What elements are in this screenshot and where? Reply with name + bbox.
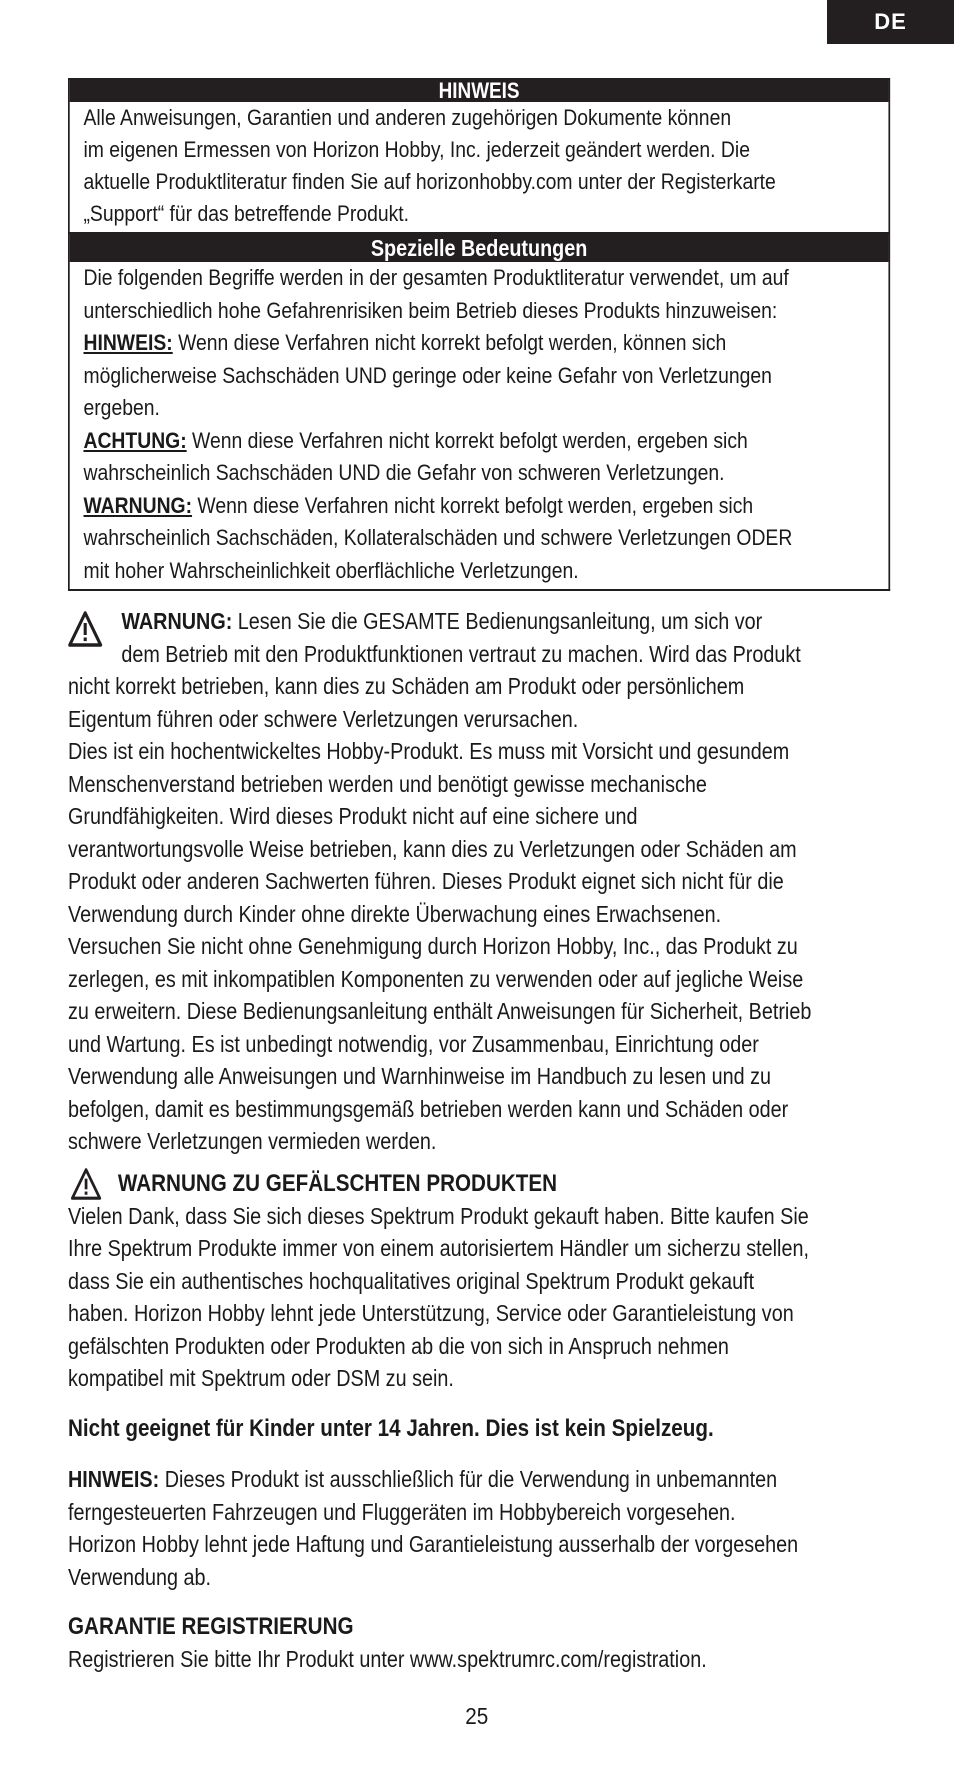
paragraph-line: verantwortungsvolle Weise betrieben, kann dies zu Verletzungen oder Schäden am [68, 835, 797, 862]
warning-line: Lesen Sie die GESAMTE Bedienungsanleitung, um sich vor [232, 608, 763, 634]
paragraph-line: zerlegen, es mit inkompatiblen Komponenten zu verwenden oder auf jegliche Weise [68, 965, 804, 992]
hinweis-term-line: möglicherweise Sachschäden UND geringe oder keine Gefahr von Verletzungen [83, 362, 772, 388]
paragraph-line: zu erweitern. Diese Bedienungsanleitung enthält Anweisungen für Sicherheit, Betrieb [68, 998, 812, 1024]
warnung-term-line: Wenn diese Verfahren nicht korrekt befolgt werden, ergeben sich [192, 492, 754, 518]
hinweis-line: Alle Anweisungen, Garantien und anderen zugehörigen Dokumente können [83, 105, 732, 130]
paragraph-line: Menschenverstand betrieben werden und benötigt gewisse mechanische [68, 770, 707, 797]
registration-heading: GARANTIE REGISTRIERUNG [68, 1613, 354, 1640]
paragraph-line: Vielen Dank, dass Sie sich dieses Spektrum Produkt gekauft haben. Bitte kaufen Sie [68, 1202, 809, 1229]
paragraph-line: Produkt oder anderen Sachwerten führen. Dieses Produkt eignet sich nicht für die [68, 868, 784, 894]
warning-triangle-icon [68, 611, 102, 647]
paragraph-line: befolgen, damit es bestimmungsgemäß betrieben werden kann und Schäden oder [68, 1095, 789, 1122]
warnung-term-label: WARNUNG: [83, 492, 193, 518]
hinweis-term-line: ergeben. [83, 395, 160, 420]
hinweis-line: aktuelle Produktliteratur finden Sie auf horizonhobby.com unter der Registerkarte [83, 169, 776, 194]
paragraph-line: kompatibel mit Spektrum oder DSM zu sein. [68, 1365, 454, 1391]
warnung-term-line: mit hoher Wahrscheinlichkeit oberflächliche Verletzungen. [83, 557, 579, 583]
usage-notice-label: HINWEIS: [68, 1466, 160, 1492]
paragraph-line: haben. Horizon Hobby lehnt jede Unterstützung, Service oder Garantieleistung von [68, 1300, 794, 1326]
warning-label: WARNUNG: [121, 608, 233, 634]
paragraph-line: Dies ist ein hochentwickeltes Hobby-Produkt. Es muss mit Vorsicht und gesundem [68, 738, 790, 764]
paragraph-line: Ihre Spektrum Produkte immer von einem autorisiertem Händler um sicherzu stellen, [68, 1235, 809, 1261]
language-code: DE [874, 9, 907, 34]
age-notice: Nicht geeignet für Kinder unter 14 Jahren. Dies ist kein Spielzeug. [68, 1414, 714, 1442]
page-content [68, 78, 890, 1676]
page-number [0, 1703, 954, 1730]
meanings-intro-line: unterschiedlich hohe Gefahrenrisiken beim Betrieb dieses Produkts hinzuweisen: [83, 297, 778, 323]
hinweis-line: „Support“ für das betreffende Produkt. [83, 201, 410, 226]
paragraph-line: dass Sie ein authentisches hochqualitatives original Spektrum Produkt gekauft [68, 1267, 755, 1294]
language-tab [827, 0, 954, 44]
usage-notice [68, 1463, 890, 1593]
hinweis-term-line: Wenn diese Verfahren nicht korrekt befolgt werden, können sich [172, 330, 727, 355]
paragraph-line: schwere Verletzungen vermieden werden. [68, 1128, 437, 1154]
achtung-term-line: wahrscheinlich Sachschäden UND die Gefahr von schweren Verletzungen. [83, 460, 725, 485]
hinweis-term-label: HINWEIS: [83, 330, 173, 355]
achtung-term-line: Wenn diese Verfahren nicht korrekt befolgt werden, ergeben sich [186, 427, 748, 453]
achtung-term-label: ACHTUNG: [83, 427, 187, 453]
paragraph-line: gefälschten Produkten oder Produkten ab die von sich in Anspruch nehmen [68, 1332, 729, 1359]
hinweis-box [68, 78, 890, 234]
hobby-product-paragraph [68, 735, 890, 1158]
counterfeit-heading [68, 1168, 890, 1200]
page-number-text: 25 [465, 1703, 489, 1729]
warning-line: dem Betrieb mit den Produktfunktionen vertraut zu machen. Wird das Produkt [121, 640, 801, 667]
meanings-box-body [70, 262, 889, 589]
paragraph-line: Versuchen Sie nicht ohne Genehmigung durch Horizon Hobby, Inc., das Produkt zu [68, 933, 798, 959]
paragraph-line: Grundfähigkeiten. Wird dieses Produkt nicht auf eine sichere und [68, 803, 638, 829]
paragraph-line: Verwendung ab. [68, 1563, 211, 1590]
paragraph-line: Verwendung durch Kinder ohne direkte Überwachung eines Erwachsenen. [68, 900, 722, 927]
hinweis-box-body [70, 102, 889, 232]
hinweis-box-title: HINWEIS [70, 80, 889, 102]
paragraph-line: Horizon Hobby lehnt jede Haftung und Garantieleistung ausserhalb der vorgesehen [68, 1531, 799, 1557]
meanings-intro-line: Die folgenden Begriffe werden in der gesamten Produktliteratur verwendet, um auf [83, 265, 789, 290]
hinweis-line: im eigenen Ermessen von Horizon Hobby, Inc. jederzeit geändert werden. Die [83, 137, 750, 162]
paragraph-line: ferngesteuerten Fahrzeugen und Fluggeräten im Hobbybereich vorgesehen. [68, 1498, 736, 1525]
condensed-text-block [68, 78, 890, 1676]
counterfeit-paragraph [68, 1200, 890, 1395]
warning-line: nicht korrekt betrieben, kann dies zu Schäden am Produkt oder persönlichem [68, 673, 745, 699]
warning-paragraph [68, 605, 890, 735]
paragraph-line: Verwendung alle Anweisungen und Warnhinweise im Handbuch zu lesen und zu [68, 1063, 772, 1089]
counterfeit-heading-text: WARNUNG ZU GEFÄLSCHTEN PRODUKTEN [117, 1169, 558, 1197]
warnung-term-line: wahrscheinlich Sachschäden, Kollateralschäden und schwere Verletzungen ODER [83, 525, 793, 550]
warning-triangle-icon [70, 1168, 103, 1200]
registration-text: Registrieren Sie bitte Ihr Produkt unter www.spektrumrc.com/registration. [68, 1646, 707, 1672]
meanings-box [68, 234, 890, 591]
paragraph-line: und Wartung. Es ist unbedingt notwendig, vor Zusammenbau, Einrichtung oder [68, 1030, 759, 1057]
meanings-box-title: Spezielle Bedeutungen [70, 234, 889, 262]
paragraph-line: Dieses Produkt ist ausschließlich für die Verwendung in unbemannten [159, 1466, 778, 1492]
warning-line: Eigentum führen oder schwere Verletzungen verursachen. [68, 705, 579, 732]
